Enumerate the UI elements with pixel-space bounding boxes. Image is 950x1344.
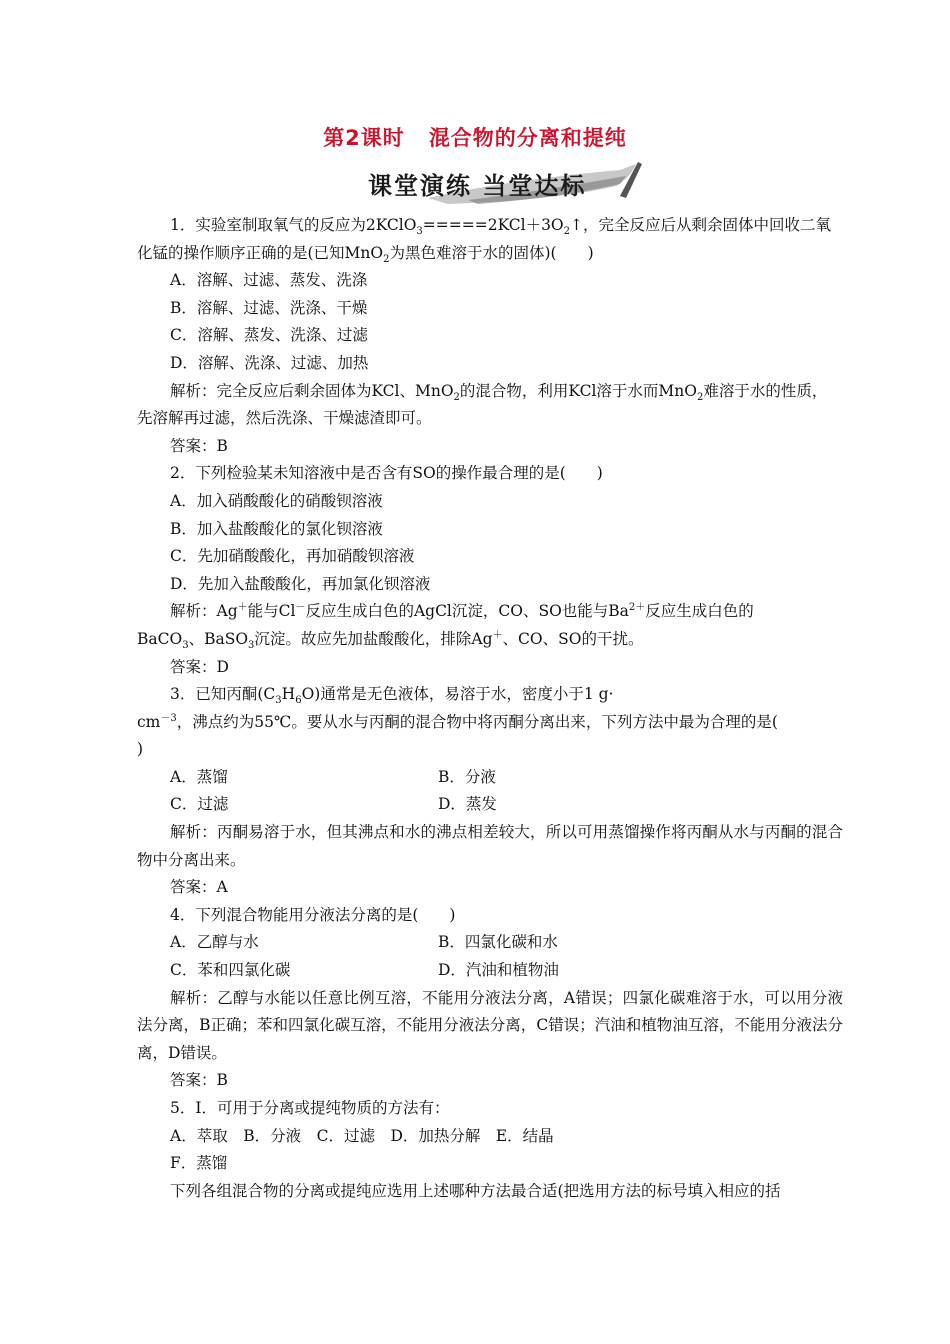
q2-stem: 2．下列检验某未知溶液中是否含有SO的操作最合理的是( ): [170, 464, 603, 483]
q2-option-c: C．先加硝酸酸化，再加硝酸钡溶液: [170, 547, 415, 566]
q4-answer: 答案：B: [170, 1071, 228, 1090]
lesson-topic: 混合物的分离和提纯: [428, 126, 627, 150]
q1-stem-cont: 化锰的操作顺序正确的是(已知MnO$_2$为黑色难溶于水的固体)( ): [137, 243, 594, 265]
q3-option-d: D．蒸发: [438, 795, 497, 814]
q3-stem: 3．已知丙酮$(C_3H_6O)$通常是无色液体，易溶于水，密度小于1 g·: [170, 685, 614, 707]
q5-stem: 5．Ⅰ．可用于分离或提纯物质的方法有：: [170, 1099, 450, 1117]
q2-option-d: D．先加入盐酸酸化，再加氯化钡溶液: [170, 574, 431, 593]
q1-stem: 1．实验室制取氧气的反应为$2KClO_3=====2KCl+3O_2↑$，完全反应后从剩余固体中回收二氧: [170, 216, 832, 238]
q2-option-a: A．加入硝酸酸化的硝酸钡溶液: [170, 491, 383, 510]
q3-options-row-2: [137, 791, 843, 819]
q4-option-b: B．四氯化碳和水: [438, 933, 558, 952]
q2-option-b: B．加入盐酸酸化的氯化钡溶液: [170, 519, 383, 538]
q3-analysis: 解析：丙酮易溶于水，但其沸点和水的沸点相差较大，所以可用蒸馏操作将丙酮从水与丙酮的混合物中分离出来。: [137, 823, 843, 869]
q4-analysis: 解析：乙醇与水能以任意比例互溶，不能用分液法分离，A错误；四氯化碳难溶于水，可以用分液法分离，B正确；苯和四氯化碳互溶，不能用分液法分离，C错误；汽油和植物油互溶，不能用分液法分离，D错误。: [137, 988, 843, 1062]
lesson-title: [0, 122, 950, 152]
q5-method-f: F．蒸馏: [170, 1154, 228, 1173]
q4-options-row-1: [137, 929, 843, 957]
q3-stem-end: ): [137, 740, 144, 759]
banner-text: 课堂演练 当堂达标: [368, 172, 587, 200]
q1-analysis-cont: 先溶解再过滤，然后洗涤、干燥滤渣即可。: [137, 409, 432, 428]
q1-option-b: B．溶解、过滤、洗涤、干燥: [170, 298, 368, 317]
q3-option-c: C．过滤: [170, 795, 229, 814]
section-banner: [358, 160, 658, 206]
q4-stem: 4．下列混合物能用分液法分离的是( ): [170, 905, 456, 924]
q3-options-row-1: [137, 764, 843, 792]
q2-answer: 答案：D: [170, 657, 229, 676]
q1-option-d: D．溶解、洗涤、过滤、加热: [170, 353, 369, 372]
q3-stem-cont: $cm^{-3}$，沸点约为55℃。要从水与丙酮的混合物中将丙酮分离出来，下列方法中最为合理的是(: [137, 712, 778, 731]
q4-option-a: A．乙醇与水: [170, 933, 259, 952]
q4-options-row-2: [137, 957, 843, 985]
q3-option-a: A．蒸馏: [170, 767, 228, 786]
q5-instruction: 下列各组混合物的分离或提纯应选用上述哪种方法最合适(把选用方法的标号填入相应的括: [170, 1181, 781, 1200]
q4-option-d: D．汽油和植物油: [438, 961, 559, 980]
lesson-number: 第2课时: [323, 126, 405, 150]
q2-analysis: 解析：Ag＋能与Cl－反应生成白色的AgCl沉淀，CO、SO也能与$Ba^{2+}$反应生成白色的: [170, 602, 754, 621]
exercise-content: [137, 212, 843, 1205]
q1-option-c: C．溶解、蒸发、洗涤、过滤: [170, 326, 368, 345]
q2-analysis-cont: BaCO$_3$、BaSO$_3$沉淀。故应先加盐酸酸化，排除Ag＋、CO、SO的干扰。: [137, 629, 644, 651]
q3-option-b: B．分液: [438, 767, 496, 786]
q3-answer: 答案：A: [170, 878, 228, 897]
q5-methods: A．萃取 B．分液 C．过滤 D．加热分解 E．结晶: [170, 1126, 554, 1145]
q1-analysis: 解析：完全反应后剩余固体为KCl、MnO$_2$的混合物，利用KCl溶于水而MnO$_2$难溶于水的性质，: [170, 381, 828, 403]
q1-answer: 答案：B: [170, 436, 228, 455]
q4-option-c: C．苯和四氯化碳: [170, 961, 291, 980]
q1-option-a: A．溶解、过滤、蒸发、洗涤: [170, 271, 368, 290]
